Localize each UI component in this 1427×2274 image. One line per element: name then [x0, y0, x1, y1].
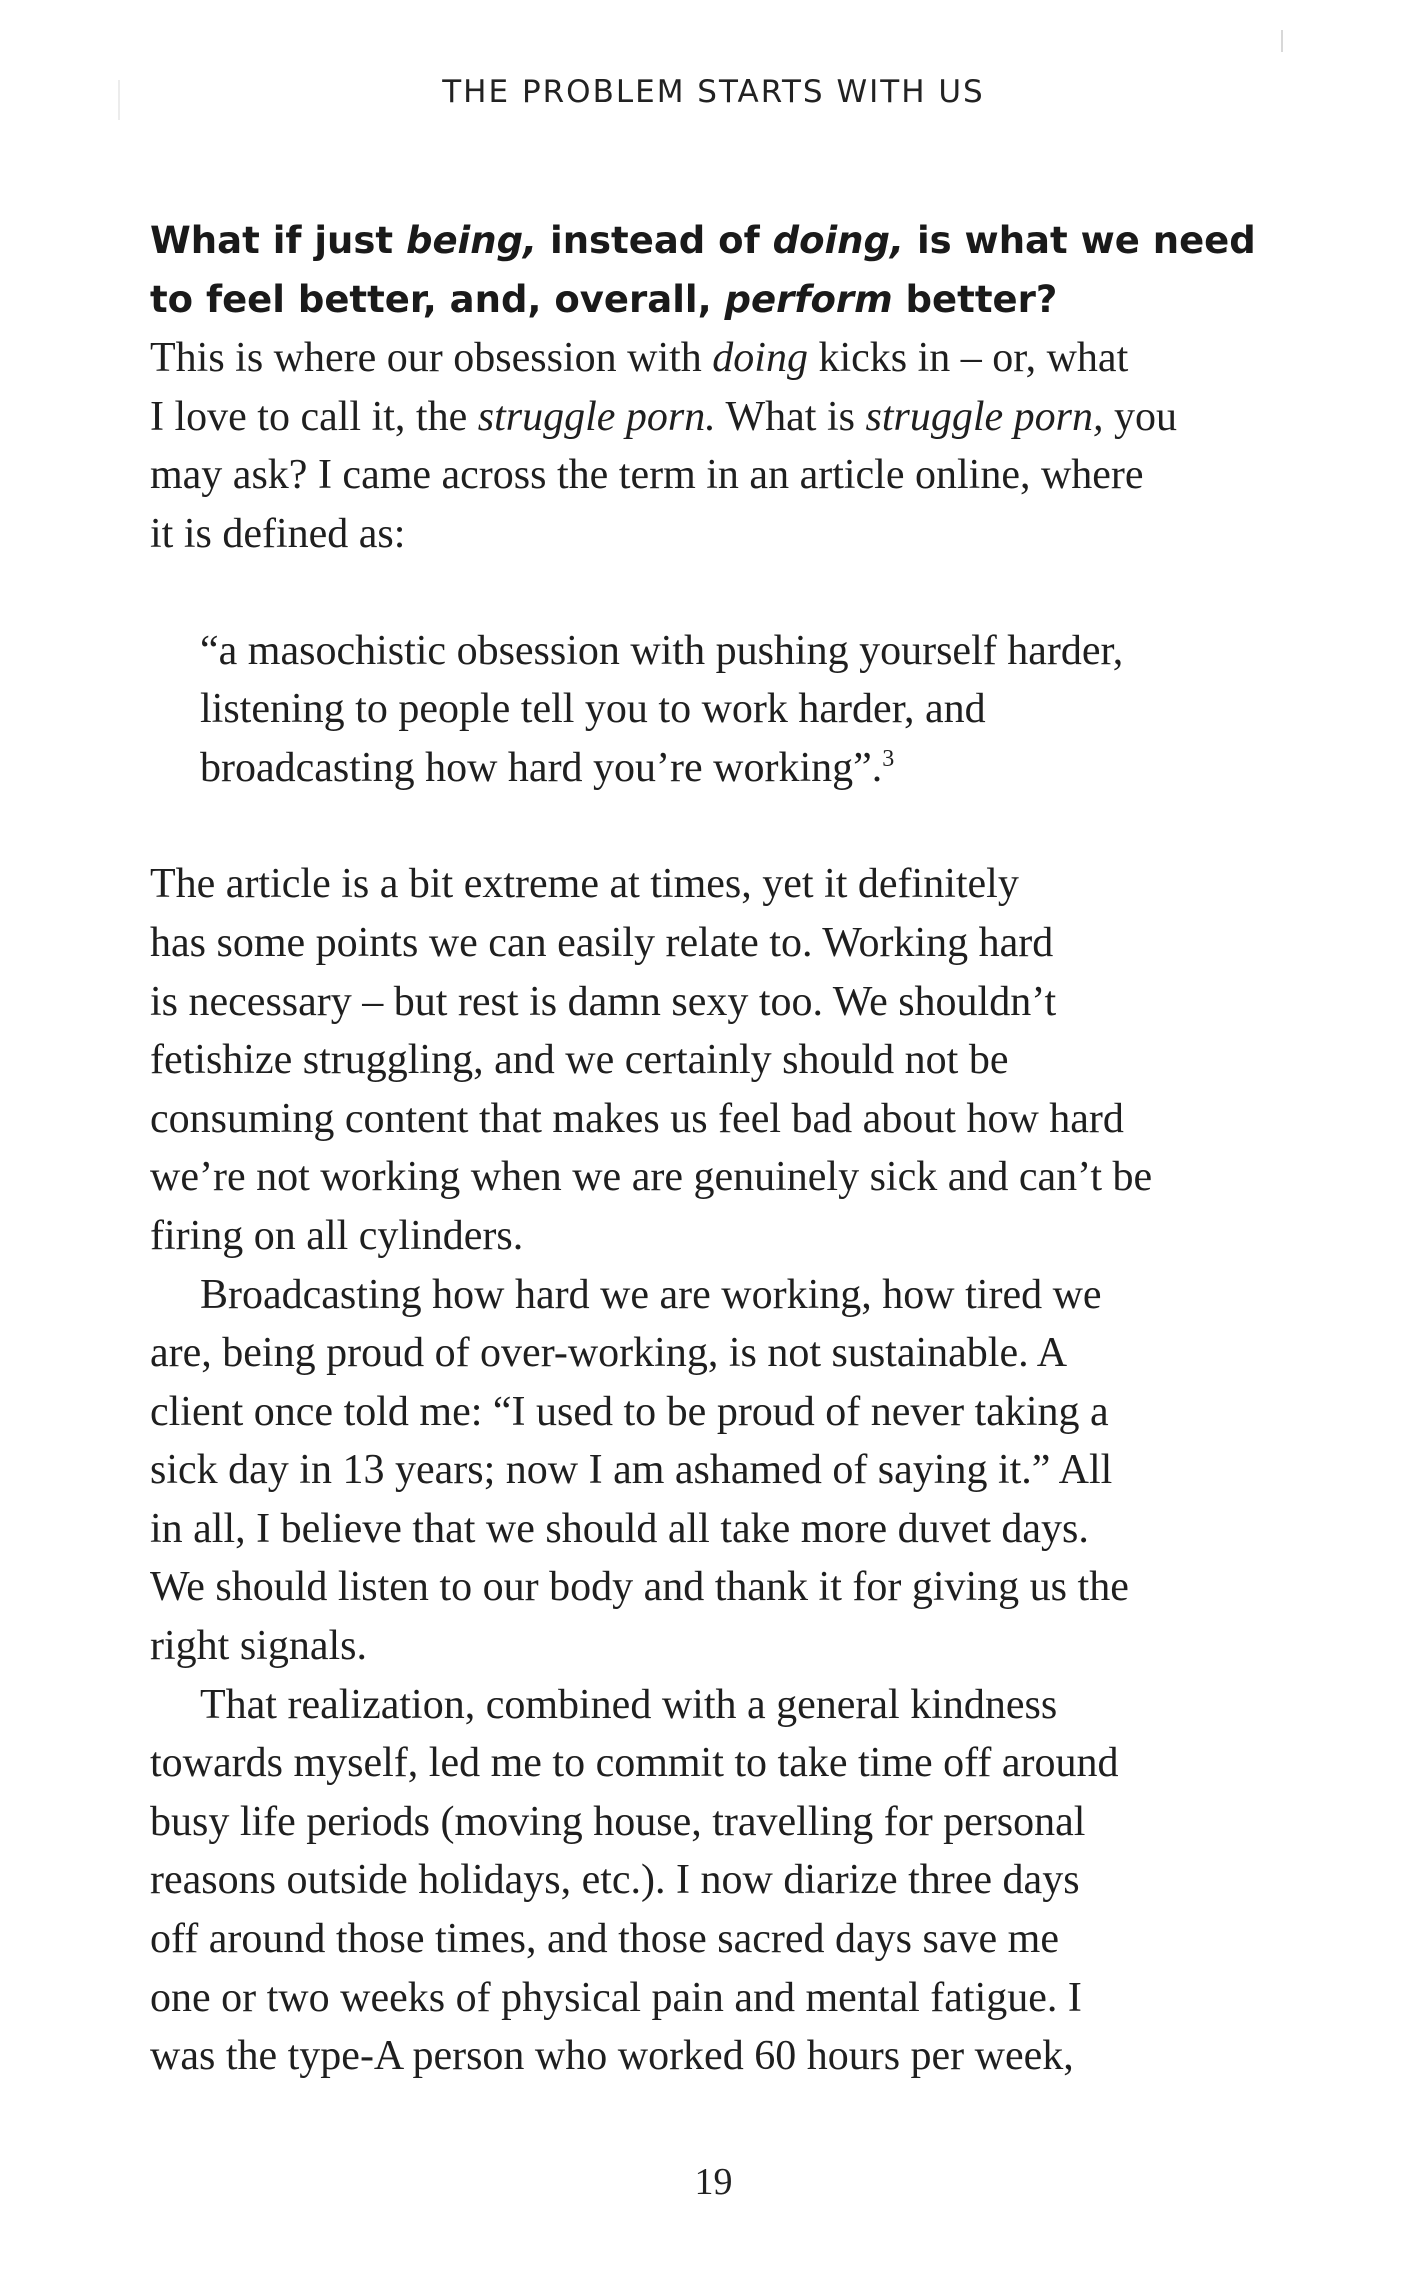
paragraph-realization	[150, 1676, 1290, 2086]
text-line: one or two weeks of physical pain and mental fatigue. I	[150, 1974, 1082, 2021]
text-line: is necessary – but rest is damn sexy too. We shouldn’t	[150, 978, 1057, 1025]
text-line: may ask? I came across the term in an article online, where	[150, 452, 1144, 499]
emphasis-text: perform	[724, 277, 893, 321]
emphasis-text: doing	[712, 335, 808, 382]
page-number: 19	[694, 2161, 733, 2203]
emphasis-text: struggle porn,	[865, 393, 1104, 440]
text-line: towards myself, led me to commit to take time off around	[150, 1740, 1119, 1787]
text-line: “a masochistic obsession with pushing yourself harder,	[200, 627, 1124, 674]
text-run: What is	[715, 393, 866, 440]
heading-line-1	[150, 212, 1290, 271]
emphasis-text: struggle porn.	[477, 393, 716, 440]
paragraph-intro	[150, 329, 1290, 563]
text-line: off around those times, and those sacred days save me	[150, 1916, 1059, 1963]
block-quote	[150, 622, 1290, 798]
text-line: firing on all cylinders.	[150, 1212, 524, 1259]
text-line: consuming content that makes us feel bad about how hard	[150, 1095, 1124, 1142]
text-line	[200, 739, 1290, 798]
section-heading	[150, 212, 1290, 329]
text-line: we’re not working when we are genuinely sick and can’t be	[150, 1154, 1153, 1201]
text-line: That realization, combined with a general kindness	[200, 1681, 1058, 1728]
text-line: reasons outside holidays, etc.). I now diarize three days	[150, 1857, 1080, 1904]
text-line: fetishize struggling, and we certainly should not be	[150, 1037, 1009, 1084]
heading-line-2	[150, 271, 1290, 330]
text-run: kicks in – or, what	[807, 335, 1129, 382]
paragraph-broadcasting	[150, 1266, 1290, 1676]
page-body	[150, 212, 1290, 2086]
footnote-marker: 3	[882, 745, 895, 772]
text-line: listening to people tell you to work harder, and	[200, 686, 986, 733]
text-run: broadcasting how hard you’re working”.	[200, 744, 883, 791]
emphasis-text: doing,	[772, 219, 905, 262]
text-run: instead of	[537, 219, 773, 262]
text-line: busy life periods (moving house, travelling for personal	[150, 1798, 1086, 1845]
paragraph-article	[150, 855, 1290, 1265]
text-line: The article is a bit extreme at times, yet it definitely	[150, 861, 1019, 908]
scan-mark	[1281, 30, 1283, 52]
text-line: in all, I believe that we should all take more duvet days.	[150, 1505, 1089, 1552]
text-run: What if just	[150, 219, 406, 262]
emphasis-text: being,	[405, 219, 538, 262]
text-line: client once told me: “I used to be proud of never taking a	[150, 1388, 1109, 1435]
text-line	[150, 329, 1290, 388]
text-line	[150, 388, 1290, 447]
text-line: was the type-A person who worked 60 hours per week,	[150, 2033, 1074, 2080]
text-line: it is defined as:	[150, 510, 406, 557]
text-run: to feel better, and, overall,	[150, 277, 725, 321]
text-line: sick day in 13 years; now I am ashamed of saying it.” All	[150, 1447, 1113, 1494]
text-run: I love to call it, the	[150, 393, 478, 440]
text-run: This is where our obsession with	[150, 335, 713, 382]
text-run: better?	[892, 277, 1058, 321]
text-line: right signals.	[150, 1623, 367, 1670]
text-line: Broadcasting how hard we are working, how tired we	[200, 1271, 1102, 1318]
text-run: is what we need	[904, 219, 1256, 262]
text-line: are, being proud of over-working, is not sustainable. A	[150, 1330, 1068, 1377]
text-run: you	[1103, 393, 1177, 440]
running-head: THE PROBLEM STARTS WITH US	[442, 74, 985, 110]
text-line: We should listen to our body and thank it for giving us the	[150, 1564, 1129, 1611]
text-line: has some points we can easily relate to. Working hard	[150, 919, 1054, 966]
